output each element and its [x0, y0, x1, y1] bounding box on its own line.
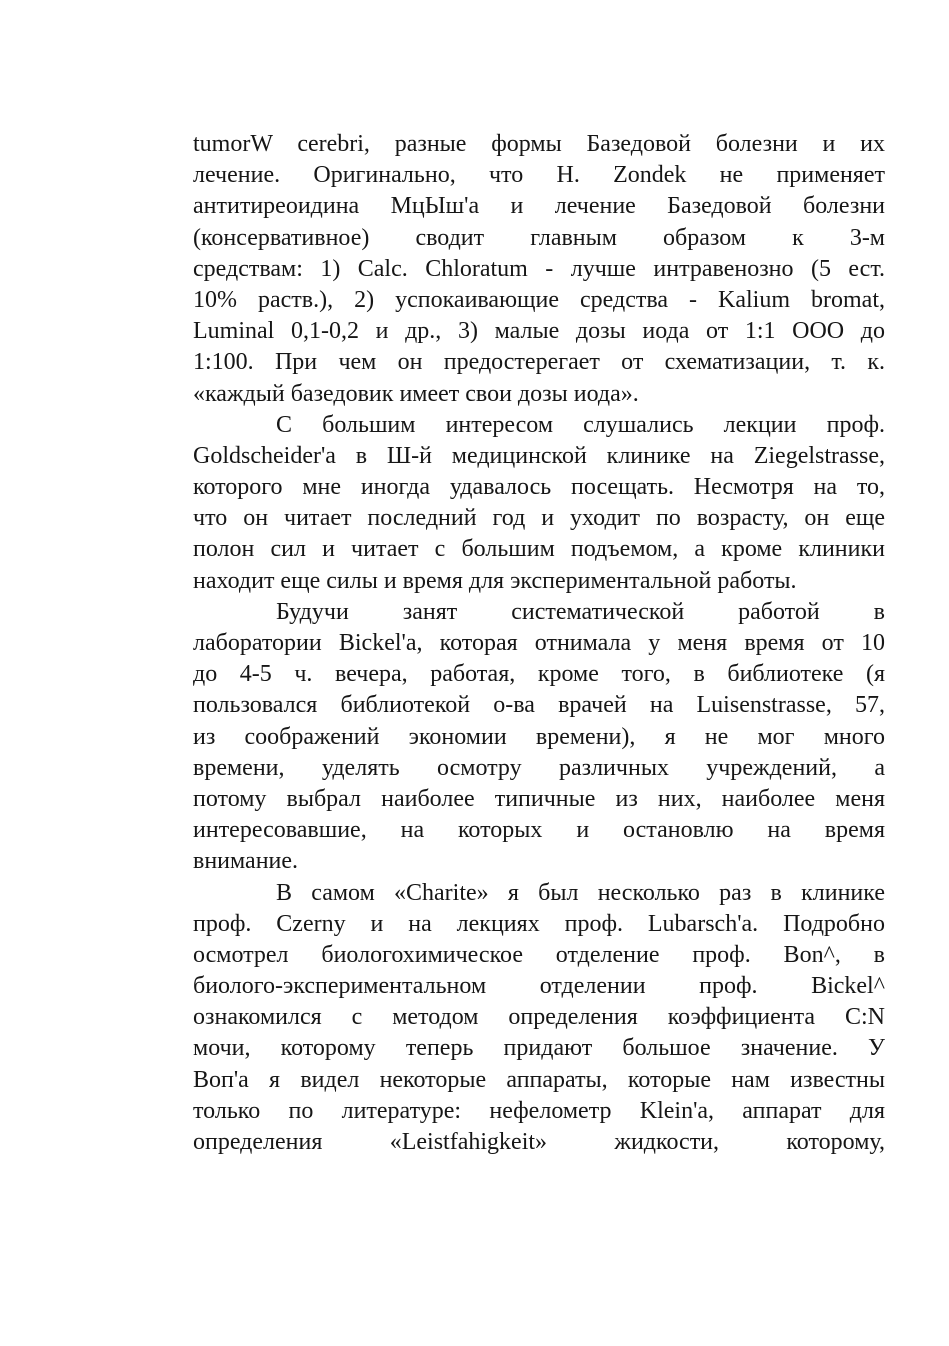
text-line: Будучи занят систематической работой в: [276, 598, 885, 625]
text-line: антитиреоидина МцЫш'а и лечение Базедовой болезни: [193, 193, 885, 220]
text-line: Luminal 0,1-0,2 и др., 3) малые дозы иода от 1:1 ООО до: [193, 318, 885, 345]
text-line: проф. Czerny и на лекциях проф. Lubarsch'a. Подробно: [193, 910, 885, 937]
text-line: интересовавшие, на которых и остановлю на время: [193, 817, 885, 844]
text-line: полон сил и читает с большим подъемом, а кроме клиники: [193, 536, 885, 563]
text-line: 1:100. При чем он предостерегает от схематизации, т. к.: [193, 349, 885, 376]
text-line: до 4-5 ч. вечера, работая, кроме того, в библиотеке (я: [193, 661, 885, 688]
text-line: средствам: 1) Calc. Chloratum - лучше интравенозно (5 ест.: [193, 255, 885, 282]
paragraph-2: [193, 410, 885, 597]
text-line: «каждый базедовик имеет свои дозы иода».: [193, 380, 639, 407]
text-line: пользовался библиотекой о-ва врачей на Luisenstrasse, 57,: [193, 692, 885, 719]
text-line: ознакомился с методом определения коэффициента C:N: [193, 1004, 885, 1031]
text-line: лаборатории Bickel'a, которая отнимала у меня время от 10: [193, 630, 885, 656]
text-line: потому выбрал наиболее типичные из них, наиболее меня: [193, 785, 885, 812]
text-line: только по литературе: нефелометр Klein'a, аппарат для: [193, 1097, 885, 1124]
text-line: 10% раств.), 2) успокаивающие средства - Kalium bromat,: [193, 286, 885, 313]
text-line: внимание.: [193, 848, 299, 875]
text-line: из соображений экономии времени), я не мог много: [193, 723, 885, 750]
text-line: что он читает последний год и уходит по возрасту, он еще: [193, 505, 885, 532]
text-line: лечение. Оригинально, что H. Zondek не применяет: [193, 162, 885, 189]
text-line: осмотрел биологохимическое отделение проф. Bon^, в: [193, 941, 885, 968]
text-line: времени, уделять осмотру различных учреждений, а: [193, 754, 885, 781]
text-line: Воп'а я видел некоторые аппараты, которые нам известны: [193, 1066, 885, 1093]
text-line: биолого-экспериментальном отделении проф. Bickel^: [193, 973, 885, 1000]
document-page: [193, 129, 885, 1158]
text-line: которого мне иногда удавалось посещать. Несмотря на то,: [193, 474, 885, 501]
paragraph-3: [193, 597, 885, 878]
text-line: tumorW cerebri, разные формы Базедовой болезни и их: [193, 131, 885, 157]
paragraph-1: [193, 129, 885, 410]
text-line: Goldscheider'a в Ш-й медицинской клинике на Ziegelstrasse,: [193, 442, 885, 469]
text-line: находит еще силы и время для экспериментальной работы.: [193, 567, 797, 594]
paragraph-4: [193, 878, 885, 1159]
text-line: (консервативное) сводит главным образом к 3-м: [193, 224, 885, 251]
text-line: определения «Leistfahigkeit» жидкости, которому,: [193, 1129, 885, 1155]
text-line: С большим интересом слушались лекции проф.: [276, 411, 885, 438]
text-line: В самом «Charite» я был несколько раз в клинике: [276, 879, 885, 906]
text-line: мочи, которому теперь придают большое значение. У: [193, 1035, 885, 1062]
